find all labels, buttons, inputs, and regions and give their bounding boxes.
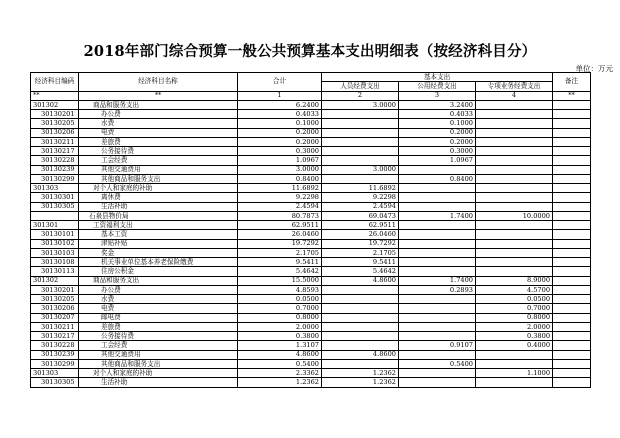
table-row — [31, 295, 591, 304]
cell-total: 0.4033 — [238, 110, 322, 119]
table-row — [31, 258, 591, 267]
cell-name: 奖金 — [79, 248, 238, 257]
table-row — [31, 313, 591, 322]
cell-name: 离休费 — [79, 193, 238, 202]
cell-personnel — [322, 137, 399, 146]
cell-total: 11.6892 — [238, 184, 322, 193]
cell-name: 办公费 — [79, 110, 238, 119]
cell-code: 301302 — [31, 100, 79, 109]
cell-total: 0.3000 — [238, 147, 322, 156]
cell-code: 301303 — [31, 184, 79, 193]
index-cell: 4 — [476, 91, 553, 100]
cell-public — [399, 202, 476, 211]
cell-code: 30130217 — [31, 332, 79, 341]
table-row — [31, 110, 591, 119]
cell-code: 30130207 — [31, 313, 79, 322]
table-row — [31, 211, 591, 220]
cell-public: 0.4033 — [399, 110, 476, 119]
cell-name: 水费 — [79, 119, 238, 128]
cell-note — [553, 341, 591, 350]
cell-name: 基本工资 — [79, 230, 238, 239]
cell-total: 62.9511 — [238, 221, 322, 230]
cell-public — [399, 304, 476, 313]
cell-special: 0.7000 — [476, 304, 553, 313]
cell-special — [476, 147, 553, 156]
cell-code: 30130201 — [31, 285, 79, 294]
cell-note — [553, 276, 591, 285]
cell-name: 其他交通费用 — [79, 165, 238, 174]
cell-personnel: 3.0000 — [322, 165, 399, 174]
cell-name: 差旅费 — [79, 322, 238, 331]
cell-note — [553, 239, 591, 248]
cell-total: 2.4594 — [238, 202, 322, 211]
header-basic: 基本支出 — [322, 73, 553, 82]
cell-personnel: 69.0473 — [322, 211, 399, 220]
cell-personnel — [322, 285, 399, 294]
header-personnel: 人员经费支出 — [322, 82, 399, 91]
table-row — [31, 147, 591, 156]
cell-personnel: 19.7292 — [322, 239, 399, 248]
cell-code: 30130205 — [31, 119, 79, 128]
cell-note — [553, 221, 591, 230]
cell-name: 工会经费 — [79, 341, 238, 350]
cell-name: 生活补助 — [79, 202, 238, 211]
cell-personnel — [322, 174, 399, 183]
cell-special — [476, 258, 553, 267]
table-row — [31, 267, 591, 276]
table-row — [31, 137, 591, 146]
cell-total: 1.0967 — [238, 156, 322, 165]
cell-name: 办公费 — [79, 285, 238, 294]
cell-special: 0.3800 — [476, 332, 553, 341]
cell-total: 26.0460 — [238, 230, 322, 239]
cell-special — [476, 193, 553, 202]
cell-special: 2.0000 — [476, 322, 553, 331]
cell-special: 1.1000 — [476, 369, 553, 378]
cell-total: 0.1000 — [238, 119, 322, 128]
cell-code: 30130103 — [31, 248, 79, 257]
cell-total: 0.5400 — [238, 359, 322, 368]
cell-code: 30130239 — [31, 165, 79, 174]
cell-public — [399, 267, 476, 276]
cell-note — [553, 174, 591, 183]
cell-personnel: 9.2298 — [322, 193, 399, 202]
cell-total: 3.0000 — [238, 165, 322, 174]
cell-personnel — [322, 313, 399, 322]
cell-special — [476, 221, 553, 230]
cell-special: 0.8000 — [476, 313, 553, 322]
cell-name: 公务接待费 — [79, 332, 238, 341]
cell-code: 301301 — [31, 221, 79, 230]
table-row — [31, 221, 591, 230]
table-row — [31, 332, 591, 341]
cell-special — [476, 128, 553, 137]
index-cell: ** — [553, 91, 591, 100]
cell-total: 0.8400 — [238, 174, 322, 183]
cell-public — [399, 378, 476, 387]
cell-name: 机关事业单位基本养老保险缴费 — [79, 258, 238, 267]
cell-code: 30130299 — [31, 174, 79, 183]
cell-code: 30130101 — [31, 230, 79, 239]
cell-total: 2.1705 — [238, 248, 322, 257]
cell-name: 公务接待费 — [79, 147, 238, 156]
cell-note — [553, 128, 591, 137]
cell-personnel: 1.2362 — [322, 378, 399, 387]
cell-special — [476, 156, 553, 165]
table-row — [31, 230, 591, 239]
table-row — [31, 184, 591, 193]
cell-note — [553, 100, 591, 109]
cell-total: 5.4642 — [238, 267, 322, 276]
cell-total: 4.8593 — [238, 285, 322, 294]
index-cell: 1 — [238, 91, 322, 100]
cell-name: 津贴补贴 — [79, 239, 238, 248]
cell-public — [399, 165, 476, 174]
table-row — [31, 128, 591, 137]
cell-name: 水费 — [79, 295, 238, 304]
cell-note — [553, 295, 591, 304]
cell-name: 其他商品和服务支出 — [79, 174, 238, 183]
cell-note — [553, 267, 591, 276]
cell-public: 0.2000 — [399, 128, 476, 137]
cell-total: 0.2000 — [238, 137, 322, 146]
cell-code: 30130205 — [31, 295, 79, 304]
cell-total: 4.8600 — [238, 350, 322, 359]
cell-name: 电费 — [79, 304, 238, 313]
cell-name: 工资福利支出 — [79, 221, 238, 230]
cell-name: 其他交通费用 — [79, 350, 238, 359]
cell-code: 30130108 — [31, 258, 79, 267]
table-row — [31, 248, 591, 257]
cell-note — [553, 248, 591, 257]
cell-public: 3.2400 — [399, 100, 476, 109]
table-row — [31, 119, 591, 128]
cell-public — [399, 184, 476, 193]
table-row — [31, 304, 591, 313]
index-cell: ** — [79, 91, 238, 100]
cell-note — [553, 322, 591, 331]
cell-special — [476, 202, 553, 211]
header-code: 经济科目编码 — [31, 73, 79, 92]
cell-special — [476, 267, 553, 276]
table-row — [31, 156, 591, 165]
cell-note — [553, 350, 591, 359]
header-public: 公用经费支出 — [399, 82, 476, 91]
cell-personnel: 3.0000 — [322, 100, 399, 109]
cell-special — [476, 350, 553, 359]
table-row — [31, 202, 591, 211]
cell-total: 9.2298 — [238, 193, 322, 202]
cell-name: 工会经费 — [79, 156, 238, 165]
cell-note — [553, 137, 591, 146]
cell-total: 2.3362 — [238, 369, 322, 378]
header-name: 经济科目名称 — [79, 73, 238, 92]
cell-special — [476, 119, 553, 128]
cell-code: 30130113 — [31, 267, 79, 276]
header-total: 合计 — [238, 73, 322, 92]
cell-total: 0.7000 — [238, 304, 322, 313]
cell-public — [399, 230, 476, 239]
cell-total: 80.7873 — [238, 211, 322, 220]
cell-code: 30130201 — [31, 110, 79, 119]
cell-code: 30130228 — [31, 156, 79, 165]
cell-total: 1.2362 — [238, 378, 322, 387]
cell-personnel: 2.1705 — [322, 248, 399, 257]
cell-code: 30130305 — [31, 202, 79, 211]
cell-special — [476, 378, 553, 387]
cell-special: 0.0500 — [476, 295, 553, 304]
table-row — [31, 359, 591, 368]
cell-personnel: 1.2362 — [322, 369, 399, 378]
cell-code: 30130211 — [31, 137, 79, 146]
cell-public: 0.2000 — [399, 137, 476, 146]
cell-name: 对个人和家庭的补助 — [79, 184, 238, 193]
cell-name: 商品和服务支出 — [79, 276, 238, 285]
cell-special — [476, 174, 553, 183]
cell-name: 住房公积金 — [79, 267, 238, 276]
cell-personnel: 26.0460 — [322, 230, 399, 239]
table-row — [31, 350, 591, 359]
cell-public: 0.8400 — [399, 174, 476, 183]
cell-code: 30130102 — [31, 239, 79, 248]
cell-code: 301303 — [31, 369, 79, 378]
table-row — [31, 378, 591, 387]
cell-note — [553, 313, 591, 322]
cell-special — [476, 248, 553, 257]
cell-note — [553, 285, 591, 294]
cell-code: 30130206 — [31, 128, 79, 137]
cell-code: 30130217 — [31, 147, 79, 156]
cell-total: 9.5411 — [238, 258, 322, 267]
cell-special — [476, 110, 553, 119]
table-row — [31, 285, 591, 294]
cell-note — [553, 147, 591, 156]
cell-special — [476, 239, 553, 248]
cell-note — [553, 369, 591, 378]
cell-note — [553, 193, 591, 202]
cell-public — [399, 193, 476, 202]
cell-name: 邮电费 — [79, 313, 238, 322]
cell-note — [553, 304, 591, 313]
cell-personnel: 4.8600 — [322, 276, 399, 285]
cell-personnel: 4.8600 — [322, 350, 399, 359]
cell-public — [399, 332, 476, 341]
cell-note — [553, 258, 591, 267]
cell-code: 30130228 — [31, 341, 79, 350]
cell-public — [399, 239, 476, 248]
index-cell: ** — [31, 91, 79, 100]
table-row — [31, 239, 591, 248]
cell-public: 1.7400 — [399, 211, 476, 220]
cell-public: 0.2893 — [399, 285, 476, 294]
cell-personnel — [322, 147, 399, 156]
cell-code: 30130206 — [31, 304, 79, 313]
cell-name: 差旅费 — [79, 137, 238, 146]
cell-code: 30130299 — [31, 359, 79, 368]
cell-total: 0.8000 — [238, 313, 322, 322]
cell-name: 石泉县物价局 — [79, 211, 238, 220]
cell-public: 1.7400 — [399, 276, 476, 285]
table-row — [31, 174, 591, 183]
cell-public: 0.9107 — [399, 341, 476, 350]
table-row — [31, 322, 591, 331]
cell-public: 0.5400 — [399, 359, 476, 368]
cell-special — [476, 184, 553, 193]
cell-total: 0.0500 — [238, 295, 322, 304]
cell-personnel: 5.4642 — [322, 267, 399, 276]
cell-personnel — [322, 119, 399, 128]
budget-table — [30, 72, 591, 388]
cell-code — [31, 211, 79, 220]
cell-public: 0.3000 — [399, 147, 476, 156]
cell-name: 对个人和家庭的补助 — [79, 369, 238, 378]
header-special: 专项业务经费支出 — [476, 82, 553, 91]
cell-public — [399, 369, 476, 378]
cell-personnel: 9.5411 — [322, 258, 399, 267]
cell-personnel: 62.9511 — [322, 221, 399, 230]
cell-note — [553, 184, 591, 193]
cell-personnel — [322, 341, 399, 350]
cell-personnel — [322, 332, 399, 341]
cell-personnel — [322, 128, 399, 137]
cell-name: 其他商品和服务支出 — [79, 359, 238, 368]
cell-name: 电费 — [79, 128, 238, 137]
cell-total: 0.2000 — [238, 128, 322, 137]
table-row — [31, 193, 591, 202]
cell-special — [476, 230, 553, 239]
cell-personnel: 2.4594 — [322, 202, 399, 211]
cell-public — [399, 258, 476, 267]
cell-special — [476, 359, 553, 368]
cell-public: 0.1000 — [399, 119, 476, 128]
cell-total: 15.5000 — [238, 276, 322, 285]
cell-public — [399, 221, 476, 230]
cell-personnel — [322, 295, 399, 304]
index-cell: 3 — [399, 91, 476, 100]
cell-personnel — [322, 304, 399, 313]
cell-note — [553, 230, 591, 239]
report-title: 2018年部门综合预算一般公共预算基本支出明细表（按经济科目分） — [83, 43, 537, 60]
cell-public: 1.0967 — [399, 156, 476, 165]
cell-note — [553, 359, 591, 368]
cell-public — [399, 295, 476, 304]
table-row — [31, 165, 591, 174]
cell-personnel: 11.6892 — [322, 184, 399, 193]
header-note: 备注 — [553, 73, 591, 92]
cell-public — [399, 248, 476, 257]
cell-note — [553, 165, 591, 174]
cell-note — [553, 110, 591, 119]
cell-personnel — [322, 322, 399, 331]
cell-special: 4.5700 — [476, 285, 553, 294]
cell-special — [476, 100, 553, 109]
cell-note — [553, 156, 591, 165]
cell-special: 0.4000 — [476, 341, 553, 350]
cell-personnel — [322, 110, 399, 119]
cell-note — [553, 211, 591, 220]
cell-public — [399, 313, 476, 322]
cell-code: 30130211 — [31, 322, 79, 331]
cell-special: 8.9000 — [476, 276, 553, 285]
cell-note — [553, 119, 591, 128]
index-cell: 2 — [322, 91, 399, 100]
cell-note — [553, 378, 591, 387]
table-row — [31, 369, 591, 378]
cell-code: 301302 — [31, 276, 79, 285]
cell-name: 生活补助 — [79, 378, 238, 387]
cell-code: 30130239 — [31, 350, 79, 359]
cell-name: 商品和服务支出 — [79, 100, 238, 109]
table-body — [31, 100, 591, 387]
cell-total: 1.3107 — [238, 341, 322, 350]
table-row — [31, 341, 591, 350]
cell-note — [553, 202, 591, 211]
cell-special — [476, 137, 553, 146]
unit-label: 单位：万元 — [575, 64, 613, 73]
cell-total: 19.7292 — [238, 239, 322, 248]
header-row-1 — [31, 73, 591, 82]
cell-personnel — [322, 156, 399, 165]
cell-total: 6.2400 — [238, 100, 322, 109]
cell-total: 2.0000 — [238, 322, 322, 331]
cell-code: 30130305 — [31, 378, 79, 387]
cell-note — [553, 332, 591, 341]
cell-personnel — [322, 359, 399, 368]
cell-total: 0.3800 — [238, 332, 322, 341]
table-row — [31, 276, 591, 285]
cell-public — [399, 350, 476, 359]
cell-special — [476, 165, 553, 174]
index-row — [31, 91, 591, 100]
cell-special: 10.0000 — [476, 211, 553, 220]
cell-code: 30130301 — [31, 193, 79, 202]
table-row — [31, 100, 591, 109]
cell-public — [399, 322, 476, 331]
